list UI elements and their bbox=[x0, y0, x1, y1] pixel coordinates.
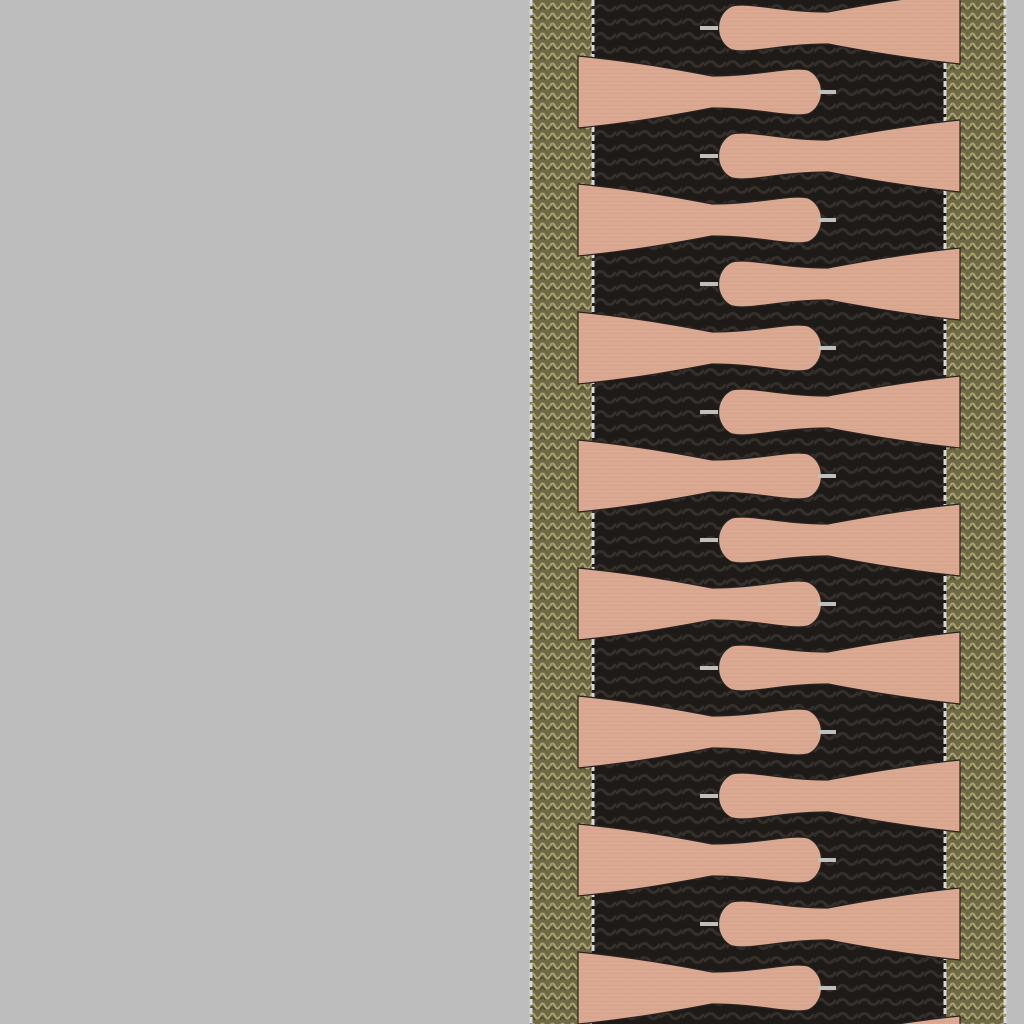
tooth-pin bbox=[700, 666, 718, 670]
tooth-pin bbox=[818, 474, 836, 478]
tooth-pin bbox=[700, 282, 718, 286]
tooth-pin bbox=[700, 794, 718, 798]
tooth-pin bbox=[818, 986, 836, 990]
tooth-pin bbox=[818, 858, 836, 862]
tooth-pin bbox=[818, 346, 836, 350]
tooth-pin bbox=[818, 218, 836, 222]
tooth-pin bbox=[700, 154, 718, 158]
tooth-pin bbox=[700, 922, 718, 926]
tooth-pin bbox=[818, 90, 836, 94]
tooth-pin bbox=[700, 538, 718, 542]
tooth-pin bbox=[700, 410, 718, 414]
tooth-pin bbox=[700, 26, 718, 30]
tooth-pin bbox=[818, 602, 836, 606]
tooth-pin bbox=[818, 730, 836, 734]
